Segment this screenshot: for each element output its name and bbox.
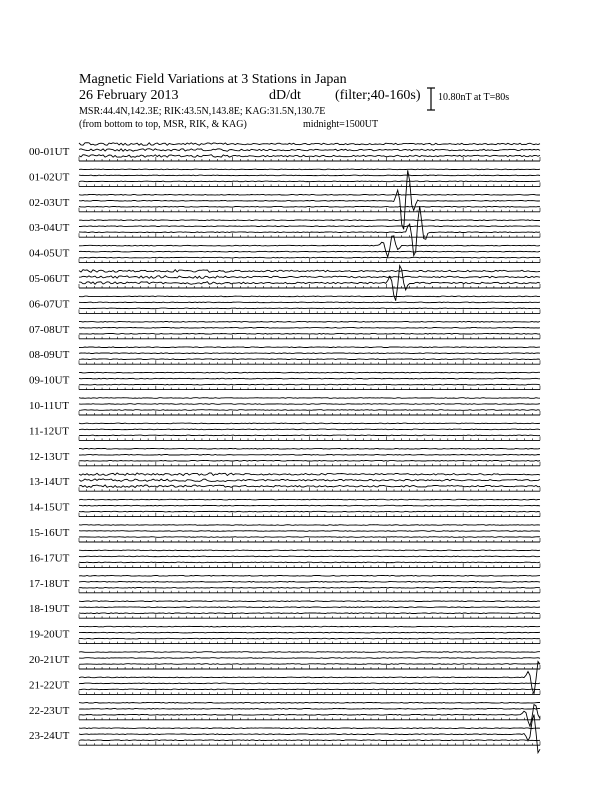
trace-msr xyxy=(79,485,540,488)
trace-msr xyxy=(79,461,540,462)
trace-kag xyxy=(79,728,540,729)
trace-rik xyxy=(79,328,540,329)
trace-rik xyxy=(79,276,540,279)
row-label: 18-19UT xyxy=(29,603,70,616)
row-label: 20-21UT xyxy=(29,654,70,666)
row-label: 23-24UT xyxy=(29,730,70,743)
trace-kag xyxy=(79,347,540,348)
trace-msr xyxy=(79,689,540,690)
trace-msr xyxy=(79,588,540,589)
row-label: 04-05UT xyxy=(29,247,70,260)
trace-kag xyxy=(79,220,540,221)
trace-rik xyxy=(79,175,540,176)
trace-rik xyxy=(79,479,540,482)
row-label: 08-09UT xyxy=(29,349,70,362)
trace-rik xyxy=(79,251,540,252)
row-label: 01-02UT xyxy=(29,171,70,184)
scale-bar-label: 10.80nT at T=80s xyxy=(438,92,510,103)
row-label: 19-20UT xyxy=(29,628,70,641)
trace-msr xyxy=(79,613,540,614)
trace-rik xyxy=(79,531,540,532)
trace-msr xyxy=(79,181,540,182)
trace-rik xyxy=(79,505,540,506)
trace-msr xyxy=(79,257,540,258)
row-label: 03-04UT xyxy=(29,222,70,235)
trace-msr xyxy=(79,334,540,335)
trace-msr xyxy=(79,537,540,538)
trace-msr xyxy=(79,435,540,436)
row-label: 16-17UT xyxy=(29,552,70,565)
trace-msr xyxy=(79,562,540,563)
trace-kag xyxy=(79,449,540,450)
trace-msr xyxy=(79,664,540,665)
trace-msr xyxy=(79,359,540,360)
trace-kag xyxy=(79,499,540,500)
trace-rik xyxy=(79,429,540,430)
trace-kag xyxy=(79,423,540,424)
trace-kag xyxy=(79,626,540,627)
trace-msr xyxy=(79,511,540,512)
row-label: 15-16UT xyxy=(29,527,70,539)
trace-msr xyxy=(79,155,540,158)
trace-rik xyxy=(79,378,540,379)
row-label: 09-10UT xyxy=(29,374,70,387)
trace-msr xyxy=(79,705,540,727)
row-label: 14-15UT xyxy=(29,501,70,514)
trace-kag xyxy=(79,169,540,170)
row-label: 11-12UT xyxy=(29,425,69,438)
row-label: 17-18UT xyxy=(29,577,70,590)
trace-kag xyxy=(79,372,540,373)
trace-kag xyxy=(79,398,540,399)
trace-kag xyxy=(79,652,540,653)
trace-kag xyxy=(79,550,540,551)
chart-date: 26 February 2013 xyxy=(79,88,179,103)
row-label: 10-11UT xyxy=(29,400,69,412)
trace-msr xyxy=(79,740,540,741)
trace-rik xyxy=(79,226,540,227)
trace-rik xyxy=(79,404,540,405)
trace-kag xyxy=(79,601,540,602)
trace-rik xyxy=(79,658,540,659)
row-label: 00-01UT xyxy=(29,146,70,158)
trace-msr xyxy=(79,384,540,385)
trace-msr xyxy=(79,410,540,411)
chart-title: Magnetic Field Variations at 3 Stations in Japan xyxy=(79,72,347,87)
trace-rik xyxy=(79,149,540,152)
trace-rik xyxy=(79,582,540,583)
trace-msr xyxy=(79,207,540,208)
trace-rik xyxy=(79,607,540,608)
trace-kag xyxy=(79,525,540,526)
trace-rik xyxy=(79,632,540,633)
trace-kag xyxy=(79,576,540,577)
trace-kag xyxy=(79,143,540,146)
station-order-note: (from bottom to top, MSR, RIK, & KAG) xyxy=(79,119,247,130)
trace-rik xyxy=(79,302,540,303)
trace-msr xyxy=(79,206,540,256)
trace-kag xyxy=(79,236,540,257)
row-label: 07-08UT xyxy=(29,323,70,336)
row-label: 13-14UT xyxy=(29,476,70,489)
trace-msr xyxy=(79,308,540,309)
trace-rik xyxy=(79,353,540,354)
row-label: 12-13UT xyxy=(29,450,70,463)
trace-kag xyxy=(79,270,540,273)
trace-kag xyxy=(79,322,540,323)
row-label: 21-22UT xyxy=(29,679,70,692)
midnight-note: midnight=1500UT xyxy=(303,119,379,130)
row-label: 05-06UT xyxy=(29,273,70,285)
chart-filter: (filter;40-160s) xyxy=(335,88,421,103)
station-coordinates: MSR:44.4N,142.3E; RIK:43.5N,143.8E; KAG:31.5N,130.7E xyxy=(79,106,326,117)
chart-quantity: dD/dt xyxy=(269,88,301,103)
trace-rik xyxy=(79,709,540,710)
trace-kag xyxy=(79,473,540,476)
trace-kag xyxy=(79,195,540,196)
trace-kag xyxy=(79,703,540,704)
trace-kag xyxy=(79,296,540,297)
trace-rik xyxy=(79,455,540,456)
row-label: 22-23UT xyxy=(29,704,70,717)
row-label: 06-07UT xyxy=(29,298,70,311)
trace-msr xyxy=(79,638,540,639)
row-label: 02-03UT xyxy=(29,196,70,209)
trace-rik xyxy=(79,556,540,557)
trace-rik xyxy=(79,683,540,684)
